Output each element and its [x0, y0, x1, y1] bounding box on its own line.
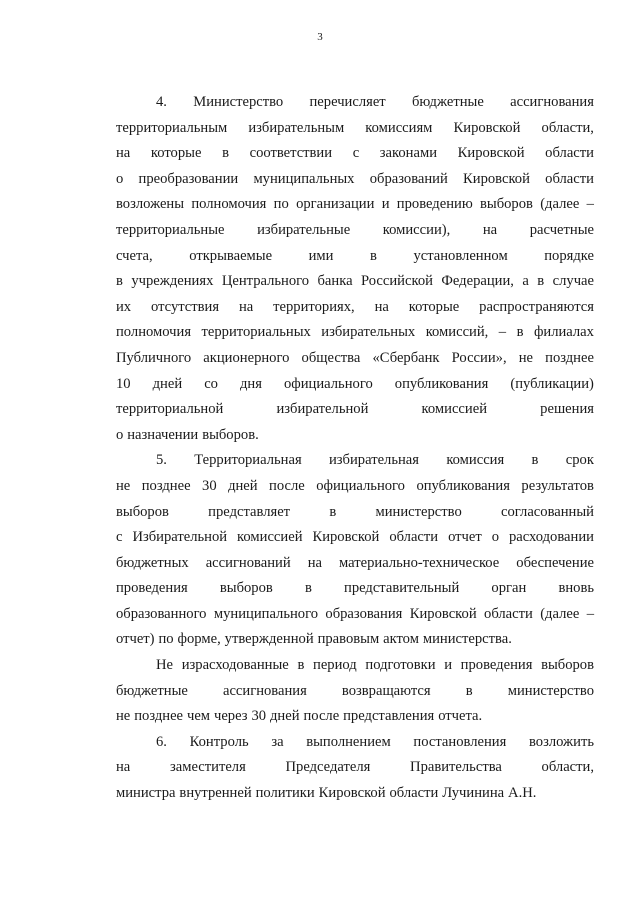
text-line — [116, 192, 594, 218]
word: после — [303, 708, 340, 725]
word: в — [329, 503, 337, 520]
word: Кировской — [318, 785, 386, 802]
word: общества — [301, 349, 361, 366]
word: 4. — [156, 94, 167, 110]
word: отчета. — [438, 708, 483, 725]
word: филиалах — [533, 324, 594, 341]
text-line — [116, 167, 594, 193]
word: возложены — [116, 196, 185, 213]
word: Не — [156, 657, 174, 674]
word: Министерство — [193, 94, 284, 110]
word: а — [522, 273, 529, 290]
text-line — [116, 269, 594, 295]
word: и — [444, 657, 452, 674]
word: бюджетных — [116, 554, 189, 571]
page-number: 3 — [317, 31, 323, 43]
word: открываемые — [189, 247, 273, 264]
word: на — [307, 554, 322, 571]
word: в — [516, 324, 524, 341]
word: комиссией — [237, 529, 303, 546]
word: области — [545, 145, 594, 162]
word: опубликования — [416, 477, 510, 494]
word: – — [498, 324, 507, 341]
text-line — [116, 90, 594, 116]
word: на — [482, 221, 498, 238]
word: случае — [552, 273, 594, 290]
word: территориях, — [273, 298, 355, 315]
word: в — [370, 247, 377, 264]
word: подготовки — [365, 657, 436, 674]
word: полномочия — [191, 196, 267, 213]
word: территориальных — [201, 324, 311, 341]
word: выполнением — [306, 733, 391, 750]
text-line — [116, 397, 594, 423]
word: Кировской — [409, 605, 477, 622]
word: выборов — [116, 503, 169, 520]
word: выборов. — [202, 426, 259, 443]
word: территориальные — [116, 221, 225, 238]
word: с — [352, 145, 360, 162]
word: образованного — [116, 605, 207, 622]
word: Лучинина — [442, 785, 505, 802]
word: организации — [296, 196, 375, 213]
word: Центрального — [221, 273, 310, 290]
word: дня — [240, 375, 262, 392]
word: на — [238, 298, 254, 315]
word: согласованный — [501, 503, 594, 520]
word: израсходованные — [181, 657, 289, 674]
word: – — [586, 196, 594, 213]
word: Кировской — [463, 170, 530, 187]
text-line — [116, 730, 594, 756]
word: установленном — [413, 247, 508, 264]
word: вновь — [558, 580, 594, 597]
word: со — [204, 375, 218, 392]
word: А.Н. — [508, 785, 537, 802]
word: политики — [255, 785, 315, 802]
word: и — [381, 196, 390, 213]
word: избирательным — [248, 119, 345, 136]
word: Председателя — [285, 759, 371, 776]
word: которые — [408, 298, 460, 315]
word: орган — [491, 580, 527, 597]
word: официального — [316, 477, 405, 494]
word: в — [297, 657, 305, 674]
word: материально-техническое — [339, 554, 500, 571]
word: образования — [325, 605, 403, 622]
word: министерства. — [422, 631, 512, 648]
word: области, — [541, 119, 594, 136]
word: чем — [186, 708, 211, 725]
word: с — [116, 529, 123, 546]
text-line — [116, 474, 594, 500]
word: учреждениях — [131, 273, 214, 290]
text-line — [116, 295, 594, 321]
text-line — [116, 755, 594, 781]
text-line — [116, 346, 594, 372]
word: дней — [152, 375, 183, 392]
word: Кировской — [312, 529, 380, 546]
word: на — [116, 145, 131, 162]
word: представительный — [344, 580, 460, 597]
word: проведению — [396, 196, 473, 213]
text-line — [116, 653, 594, 679]
word: «Сбербанк — [372, 349, 440, 366]
word: опубликования — [394, 375, 489, 392]
word: перечисляет — [309, 94, 386, 110]
word: позднее — [141, 477, 191, 494]
word: ассигнования — [510, 94, 594, 110]
word: комиссий, — [425, 324, 489, 341]
word: в — [537, 273, 545, 290]
word: территориальной — [116, 401, 224, 418]
word: 10 — [116, 375, 131, 392]
word: не — [518, 349, 534, 366]
text-line — [116, 218, 594, 244]
word: срок — [565, 452, 594, 469]
paragraph-item-4 — [116, 90, 594, 448]
word: заместителя — [169, 759, 246, 776]
word: (далее — [540, 605, 580, 622]
paragraph-item-6 — [116, 730, 594, 807]
word: соответствии — [249, 145, 333, 162]
text-line — [116, 116, 594, 142]
word: Кировской — [453, 119, 521, 136]
word: возложить — [528, 733, 594, 750]
word: (публикации) — [510, 375, 594, 392]
word: муниципального — [213, 605, 319, 622]
word: Территориальная — [194, 452, 302, 469]
word: Избирательной — [132, 529, 228, 546]
word: комиссии), — [382, 221, 451, 238]
word: за — [271, 733, 284, 750]
word: 30 — [202, 477, 217, 494]
text-line — [116, 525, 594, 551]
word: области — [545, 170, 594, 187]
paragraph-item-5-continued — [116, 653, 594, 730]
word: на — [116, 759, 131, 776]
word: Федерации, — [441, 273, 514, 290]
word: по — [158, 631, 174, 648]
word: результатов — [521, 477, 594, 494]
text-line — [116, 320, 594, 346]
word: выборов — [219, 580, 273, 597]
text-line — [116, 627, 594, 653]
word: о — [116, 426, 124, 443]
word: официального — [283, 375, 373, 392]
word: утвержденной — [224, 631, 314, 648]
word: ассигнований — [205, 554, 291, 571]
text-line — [116, 423, 594, 449]
word: отчет) — [116, 631, 155, 648]
word: министерство — [507, 682, 594, 699]
word: расходовании — [508, 529, 594, 546]
word: выборов — [480, 196, 533, 213]
word: не — [116, 708, 131, 725]
text-line — [116, 679, 594, 705]
text-line — [116, 602, 594, 628]
word: избирательные — [257, 221, 351, 238]
word: (далее — [540, 196, 580, 213]
word: комиссиям — [365, 119, 433, 136]
word: бюджетные — [411, 94, 484, 110]
word: представления — [343, 708, 435, 725]
word: министра — [116, 785, 176, 802]
word: постановления — [413, 733, 507, 750]
word: области, — [541, 759, 594, 776]
text-line — [116, 141, 594, 167]
word: отсутствия — [151, 298, 220, 315]
word: выборов — [541, 657, 594, 674]
word: период — [313, 657, 357, 674]
word: избирательной — [276, 401, 369, 418]
word: ими — [308, 247, 334, 264]
word: о — [491, 529, 499, 546]
word: министерство — [375, 503, 462, 520]
word: избирательная — [328, 452, 419, 469]
word: России», — [451, 349, 507, 366]
word: в — [116, 273, 123, 290]
word: распространяются — [479, 298, 594, 315]
word: комиссией — [421, 401, 488, 418]
word: территориальным — [116, 119, 228, 136]
text-line — [116, 244, 594, 270]
word: комиссия — [446, 452, 505, 469]
word: через — [213, 708, 248, 725]
word: решения — [540, 401, 594, 418]
word: области — [389, 529, 439, 546]
word: в — [465, 682, 473, 699]
word: в — [222, 145, 229, 162]
word: дней — [270, 708, 300, 725]
text-line — [116, 704, 594, 730]
word: возвращаются — [341, 682, 431, 699]
word: не — [116, 477, 131, 494]
word: порядке — [544, 247, 594, 264]
word: бюджетные — [116, 682, 188, 699]
word: представляет — [208, 503, 291, 520]
text-line — [116, 551, 594, 577]
word: 30 — [251, 708, 267, 725]
word: избирательных — [321, 324, 416, 341]
word: в — [531, 452, 539, 469]
word: Кировской — [457, 145, 525, 162]
word: о — [116, 170, 124, 187]
word: позднее — [134, 708, 184, 725]
word: муниципальных — [253, 170, 355, 187]
word: проведения — [460, 657, 533, 674]
word: расчетные — [529, 221, 594, 238]
document-body — [116, 90, 594, 807]
word: – — [586, 605, 594, 622]
paragraph-item-5 — [116, 448, 594, 653]
text-line — [116, 500, 594, 526]
text-line — [116, 448, 594, 474]
word: законами — [379, 145, 438, 162]
word: Российской — [361, 273, 433, 290]
word: назначении — [127, 426, 199, 443]
word: ассигнования — [222, 682, 307, 699]
word: после — [269, 477, 305, 494]
text-line — [116, 781, 594, 807]
word: внутренней — [179, 785, 252, 802]
text-line — [116, 576, 594, 602]
word: образований — [369, 170, 448, 187]
word: полномочия — [116, 324, 192, 341]
word: актом — [383, 631, 419, 648]
word: на — [374, 298, 389, 315]
word: в — [304, 580, 312, 597]
word: позднее — [545, 349, 594, 366]
word: Правительства — [410, 759, 502, 776]
word: по — [273, 196, 289, 213]
word: форме, — [177, 631, 221, 648]
word: преобразовании — [138, 170, 239, 187]
text-line — [116, 372, 594, 398]
word: проведения — [116, 580, 188, 597]
word: Публичного — [116, 349, 192, 366]
word: банка — [317, 273, 353, 290]
word: отчет — [448, 529, 482, 546]
word: 5. — [156, 452, 167, 469]
word: акционерного — [203, 349, 290, 366]
word: обеспечение — [516, 554, 594, 571]
word: дней — [228, 477, 258, 494]
word: области — [389, 785, 439, 802]
word: которые — [150, 145, 202, 162]
word: области — [484, 605, 533, 622]
word: их — [116, 298, 132, 315]
word: Контроль — [189, 733, 249, 750]
word: 6. — [156, 733, 167, 750]
word: счета, — [116, 247, 153, 264]
word: правовым — [317, 631, 380, 648]
